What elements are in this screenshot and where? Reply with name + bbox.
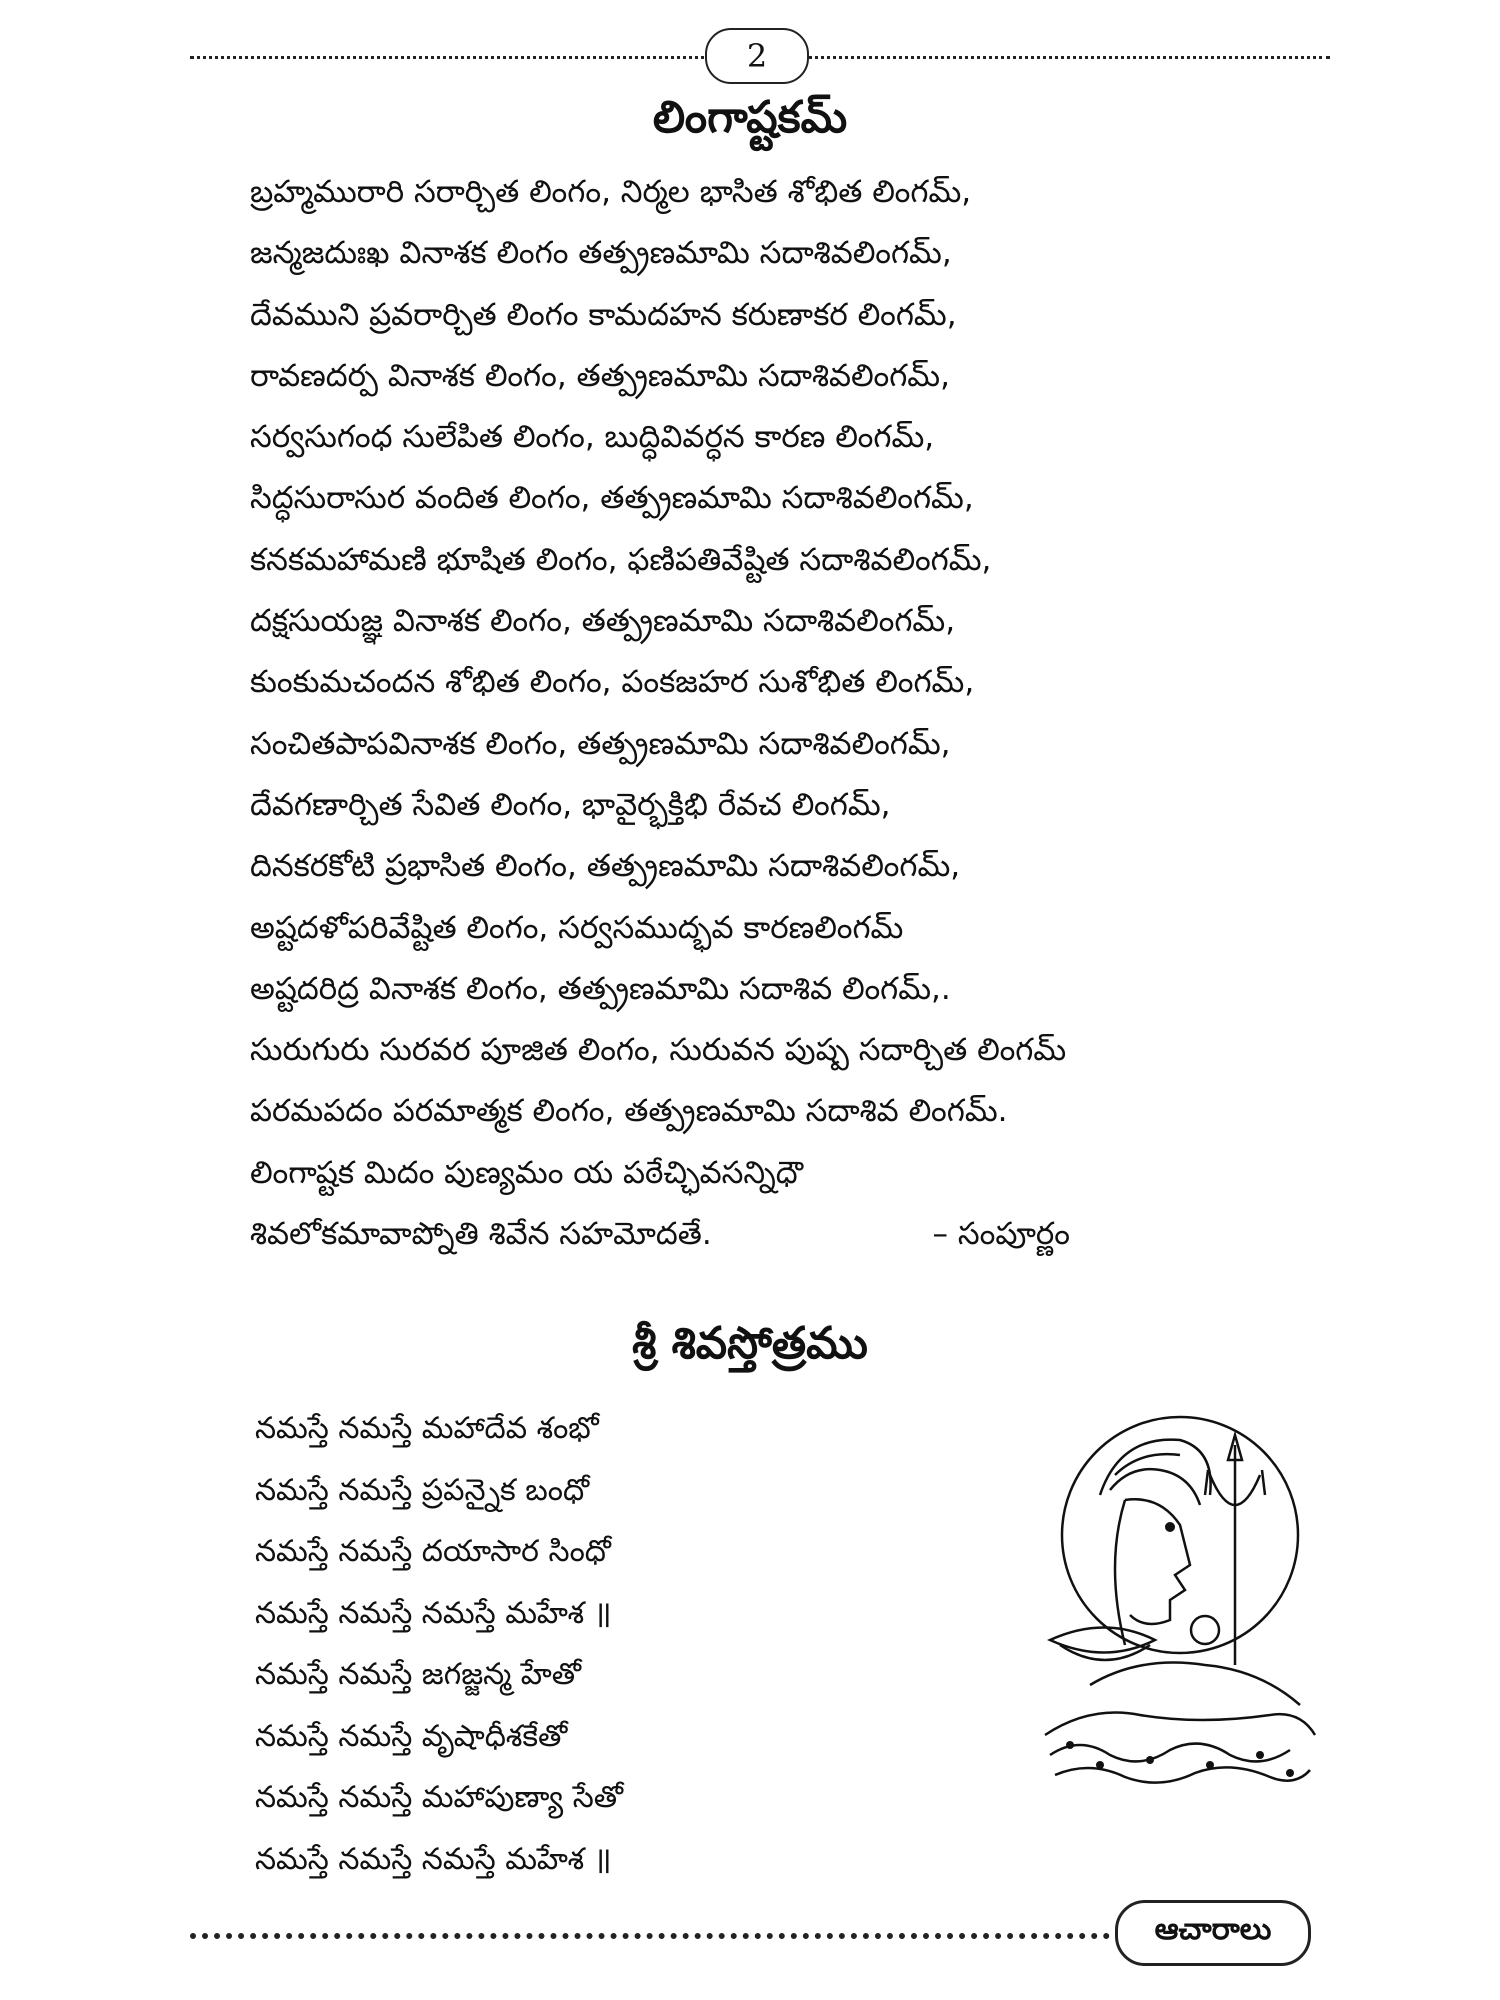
shiva-illustration [1030,1415,1320,1815]
completion-mark: – సంపూర్ణం [932,1216,1070,1253]
footer-label: ఆచారాలు [1115,1900,1311,1966]
verse-line: దక్షసుయజ్ఞ వినాశక లింగం, తత్ప్రణమామి సదాశివలింగమ్, [250,603,956,640]
verse-line: జన్మజదుఃఖ వినాశక లింగం తత్ప్రణమామి సదాశివలింగమ్, [250,235,952,272]
lingashtakam-verses [250,162,1270,1265]
verse-line: దినకరకోటి ప్రభాసిత లింగం, తత్ప్రణమామి సదాశివలింగమ్, [250,848,961,885]
shiva-stotram-verses [255,1398,623,1890]
stotram-line: నమస్తే నమస్తే మహాపుణ్యా సేతో [255,1780,624,1815]
stotram-line: నమస్తే నమస్తే మహాదేవ శంభో [255,1411,599,1446]
page-number: 2 [705,28,809,84]
verse-line: రావణదర్ప వినాశక లింగం, తత్ప్రణమామి సదాశివలింగమ్, [250,357,950,394]
verse-line: అష్టదళోపరివేష్టిత లింగం, సర్వసముద్భవ కారణలింగమ్ [250,909,904,946]
verse-line: సిద్ధసురాసుర వందిత లింగం, తత్ప్రణమామి సదాశివలింగమ్, [250,480,974,517]
verse-line: లింగాష్టక మిదం పుణ్యమం య పఠేచ్ఛివసన్నిధౌ [250,1154,804,1191]
shiva-stotram-title: శ్రీ శివస్తోత్రము [632,1318,868,1369]
closing-verse-text: శివలోకమావాప్నోతి శివేన సహమోదతే. [250,1216,712,1253]
stotram-line: నమస్తే నమస్తే జగజ్జన్మ హేతో [255,1657,582,1692]
stotram-line: నమస్తే నమస్తే వృషాధీశకేతో [255,1718,568,1754]
verse-line: సురుగురు సురవర పూజిత లింగం, సురువన పుష్ప సదార్చిత లింగమ్ [250,1032,1067,1069]
verse-line: కుంకుమచందన శోభిత లింగం, పంకజహర సుశోభిత లింగమ్, [250,664,975,701]
verse-line: పరమపదం పరమాత్మక లింగం, తత్ప్రణమామి సదాశివ లింగమ్. [250,1093,1008,1130]
stotram-line: నమస్తే నమస్తే దయాసార సింధో [255,1534,611,1569]
verse-line: అష్టదరిద్ర వినాశక లింగం, తత్ప్రణమామి సదాశివ లింగమ్,. [250,970,951,1007]
stotram-line: నమస్తే నమస్తే ప్రపన్నైక బంధో [255,1472,590,1508]
stotram-line: నమస్తే నమస్తే నమస్తే మహేశ ॥ [255,1595,612,1631]
closing-verse-line [250,1204,1070,1265]
verse-line: సర్వసుగంధ సులేపిత లింగం, బుద్ధివివర్ధన కారణ లింగమ్, [250,419,935,456]
verse-line: బ్రహ్మమురారి సరార్చిత లింగం, నిర్మల భాసిత శోభిత లింగమ్, [250,174,972,210]
verse-line: సంచితపాపవినాశక లింగం, తత్ప్రణమామి సదాశివలింగమ్, [250,725,951,762]
verse-line: దేవముని ప్రవరార్చిత లింగం కామదహన కరుణాకర లింగమ్, [250,296,957,333]
lingashtakam-title: లింగాష్టకమ్ [652,92,848,143]
verse-line: కనకమహామణి భూషిత లింగం, ఫణిపతివేష్టిత సదాశివలింగమ్, [250,541,992,578]
footer-dotted-rule [190,1933,1110,1939]
verse-line: దేవగణార్చిత సేవిత లింగం, భావైర్భక్తిభి రేవచ లింగమ్, [250,786,891,823]
stotram-line: నమస్తే నమస్తే నమస్తే మహేశ ॥ [255,1841,612,1877]
